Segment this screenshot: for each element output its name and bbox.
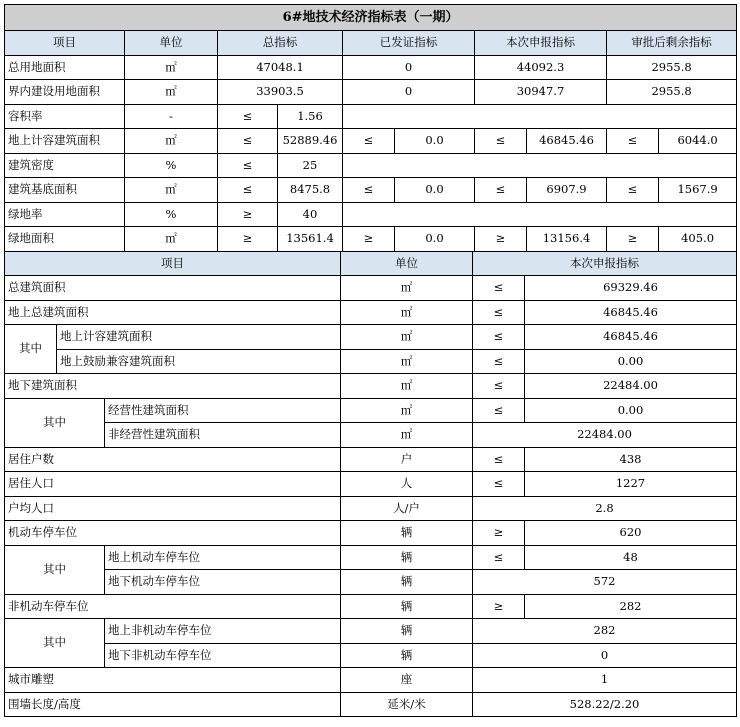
- total-operator: ≤: [218, 153, 278, 178]
- row-label: 户均人口: [5, 496, 341, 521]
- table-row: [5, 423, 737, 448]
- empty-cell: [343, 153, 737, 178]
- remaining-value: 6044.0: [659, 129, 737, 154]
- table-row: [5, 521, 737, 546]
- row-value: 46845.46: [525, 325, 737, 350]
- row-value: 0: [473, 643, 737, 668]
- issued-value: 0.0: [395, 129, 475, 154]
- issued-operator: ≥: [343, 227, 395, 252]
- total-operator: ≥: [218, 202, 278, 227]
- table-row: [5, 153, 737, 178]
- row-unit: 辆: [341, 594, 473, 619]
- issued-value: 0: [343, 55, 475, 80]
- row-label: 机动车停车位: [5, 521, 341, 546]
- row-label: 总用地面积: [5, 55, 125, 80]
- row-operator: ≤: [473, 276, 525, 301]
- table-row: [5, 202, 737, 227]
- row-value: 69329.46: [525, 276, 737, 301]
- header-unit: 单位: [125, 31, 218, 56]
- indicator-table-lower: [4, 251, 737, 718]
- row-value: 1227: [525, 472, 737, 497]
- row-value: 572: [473, 570, 737, 595]
- row-unit: ㎡: [125, 129, 218, 154]
- row-label: 地上计容建筑面积: [5, 129, 125, 154]
- header-current: 本次申报指标: [475, 31, 607, 56]
- empty-cell: [343, 104, 737, 129]
- table-row: [5, 55, 737, 80]
- table-row: [5, 619, 737, 644]
- row-unit: 辆: [341, 545, 473, 570]
- table-row: [5, 227, 737, 252]
- indicator-table-upper: [4, 4, 737, 252]
- row-value: 282: [525, 594, 737, 619]
- issued-value: 0.0: [395, 178, 475, 203]
- header-total: 总指标: [218, 31, 343, 56]
- table-row: [5, 594, 737, 619]
- row-value: 2.8: [473, 496, 737, 521]
- group-label: 其中: [5, 545, 105, 594]
- total-value: 47048.1: [218, 55, 343, 80]
- group-label: 其中: [5, 325, 57, 374]
- row-value: 1: [473, 668, 737, 693]
- remaining-operator: ≤: [607, 178, 659, 203]
- table-row: [5, 496, 737, 521]
- row-unit: ㎡: [125, 55, 218, 80]
- table-row: [5, 129, 737, 154]
- row-operator: ≤: [473, 374, 525, 399]
- row-label: 非机动车停车位: [5, 594, 341, 619]
- table-row: [5, 178, 737, 203]
- row-unit: ㎡: [341, 374, 473, 399]
- group-label: 其中: [5, 619, 105, 668]
- row-operator: ≤: [473, 325, 525, 350]
- table-row: [5, 398, 737, 423]
- remaining-value: 1567.9: [659, 178, 737, 203]
- row-unit: ㎡: [125, 178, 218, 203]
- total-value: 40: [278, 202, 343, 227]
- table-row: [5, 668, 737, 693]
- row-unit: 人/户: [341, 496, 473, 521]
- row-value: 620: [525, 521, 737, 546]
- table-row: [5, 349, 737, 374]
- total-value: 8475.8: [278, 178, 343, 203]
- row-label: 地上总建筑面积: [5, 300, 341, 325]
- table-title: 6#地技术经济指标表（一期）: [5, 5, 737, 31]
- remaining-value: 2955.8: [607, 55, 737, 80]
- row-label: 非经营性建筑面积: [105, 423, 341, 448]
- header-current: 本次申报指标: [473, 251, 737, 276]
- row-label: 总建筑面积: [5, 276, 341, 301]
- current-value: 44092.3: [475, 55, 607, 80]
- row-label: 居住人口: [5, 472, 341, 497]
- row-unit: ㎡: [341, 325, 473, 350]
- row-label: 绿地率: [5, 202, 125, 227]
- row-value: 438: [525, 447, 737, 472]
- issued-operator: ≤: [343, 178, 395, 203]
- table-row: [5, 374, 737, 399]
- header-unit: 单位: [341, 251, 473, 276]
- row-unit: 座: [341, 668, 473, 693]
- total-value: 52889.46: [278, 129, 343, 154]
- row-unit: ㎡: [125, 80, 218, 105]
- total-operator: ≤: [218, 178, 278, 203]
- total-operator: ≤: [218, 104, 278, 129]
- row-label: 地下非机动车停车位: [105, 643, 341, 668]
- total-value: 25: [278, 153, 343, 178]
- header-item: 项目: [5, 31, 125, 56]
- row-label: 地上机动车停车位: [105, 545, 341, 570]
- row-operator: ≤: [473, 545, 525, 570]
- row-unit: %: [125, 202, 218, 227]
- row-value: 528.22/2.20: [473, 692, 737, 717]
- row-label: 地上计容建筑面积: [57, 325, 341, 350]
- row-value: 48: [525, 545, 737, 570]
- current-value: 30947.7: [475, 80, 607, 105]
- table-row: [5, 80, 737, 105]
- table-row: [5, 570, 737, 595]
- current-operator: ≤: [475, 129, 527, 154]
- total-operator: ≤: [218, 129, 278, 154]
- row-unit: 户: [341, 447, 473, 472]
- indicator-sheet: [4, 4, 736, 717]
- row-unit: ㎡: [341, 300, 473, 325]
- current-value: 13156.4: [527, 227, 607, 252]
- row-label: 城市雕塑: [5, 668, 341, 693]
- table-row: [5, 325, 737, 350]
- row-operator: ≤: [473, 300, 525, 325]
- row-unit: 延米/米: [341, 692, 473, 717]
- row-label: 地下机动车停车位: [105, 570, 341, 595]
- issued-value: 0: [343, 80, 475, 105]
- remaining-operator: ≤: [607, 129, 659, 154]
- remaining-value: 2955.8: [607, 80, 737, 105]
- row-operator: ≤: [473, 349, 525, 374]
- table-row: [5, 300, 737, 325]
- row-unit: %: [125, 153, 218, 178]
- row-operator: ≤: [473, 398, 525, 423]
- row-label: 地下建筑面积: [5, 374, 341, 399]
- table-row: [5, 545, 737, 570]
- row-value: 22484.00: [473, 423, 737, 448]
- row-operator: ≥: [473, 594, 525, 619]
- total-value: 33903.5: [218, 80, 343, 105]
- row-unit: ㎡: [125, 227, 218, 252]
- row-unit: ㎡: [341, 276, 473, 301]
- table-row: [5, 447, 737, 472]
- row-value: 0.00: [525, 349, 737, 374]
- row-value: 282: [473, 619, 737, 644]
- row-label: 围墙长度/高度: [5, 692, 341, 717]
- row-operator: ≤: [473, 447, 525, 472]
- row-unit: 辆: [341, 643, 473, 668]
- row-label: 绿地面积: [5, 227, 125, 252]
- row-operator: ≤: [473, 472, 525, 497]
- header-remaining: 审批后剩余指标: [607, 31, 737, 56]
- total-value: 1.56: [278, 104, 343, 129]
- total-value: 13561.4: [278, 227, 343, 252]
- table-row: [5, 104, 737, 129]
- row-label: 界内建设用地面积: [5, 80, 125, 105]
- table-row: [5, 692, 737, 717]
- table-row: [5, 643, 737, 668]
- issued-operator: ≤: [343, 129, 395, 154]
- row-unit: ㎡: [341, 423, 473, 448]
- header-issued: 已发证指标: [343, 31, 475, 56]
- current-value: 6907.9: [527, 178, 607, 203]
- row-unit: 辆: [341, 619, 473, 644]
- table-row: [5, 472, 737, 497]
- current-operator: ≤: [475, 178, 527, 203]
- row-value: 0.00: [525, 398, 737, 423]
- row-unit: 人: [341, 472, 473, 497]
- group-label: 其中: [5, 398, 105, 447]
- row-value: 46845.46: [525, 300, 737, 325]
- row-label: 容积率: [5, 104, 125, 129]
- row-label: 居住户数: [5, 447, 341, 472]
- row-operator: ≥: [473, 521, 525, 546]
- row-label: 地上非机动车停车位: [105, 619, 341, 644]
- empty-cell: [343, 202, 737, 227]
- row-label: 经营性建筑面积: [105, 398, 341, 423]
- row-label: 建筑密度: [5, 153, 125, 178]
- row-unit: ㎡: [341, 349, 473, 374]
- row-label: 地上鼓励兼容建筑面积: [57, 349, 341, 374]
- row-unit: 辆: [341, 570, 473, 595]
- row-unit: -: [125, 104, 218, 129]
- remaining-value: 405.0: [659, 227, 737, 252]
- row-value: 22484.00: [525, 374, 737, 399]
- issued-value: 0.0: [395, 227, 475, 252]
- header-item: 项目: [5, 251, 341, 276]
- row-label: 建筑基底面积: [5, 178, 125, 203]
- current-operator: ≥: [475, 227, 527, 252]
- total-operator: ≥: [218, 227, 278, 252]
- remaining-operator: ≥: [607, 227, 659, 252]
- current-value: 46845.46: [527, 129, 607, 154]
- row-unit: 辆: [341, 521, 473, 546]
- table-row: [5, 276, 737, 301]
- row-unit: ㎡: [341, 398, 473, 423]
